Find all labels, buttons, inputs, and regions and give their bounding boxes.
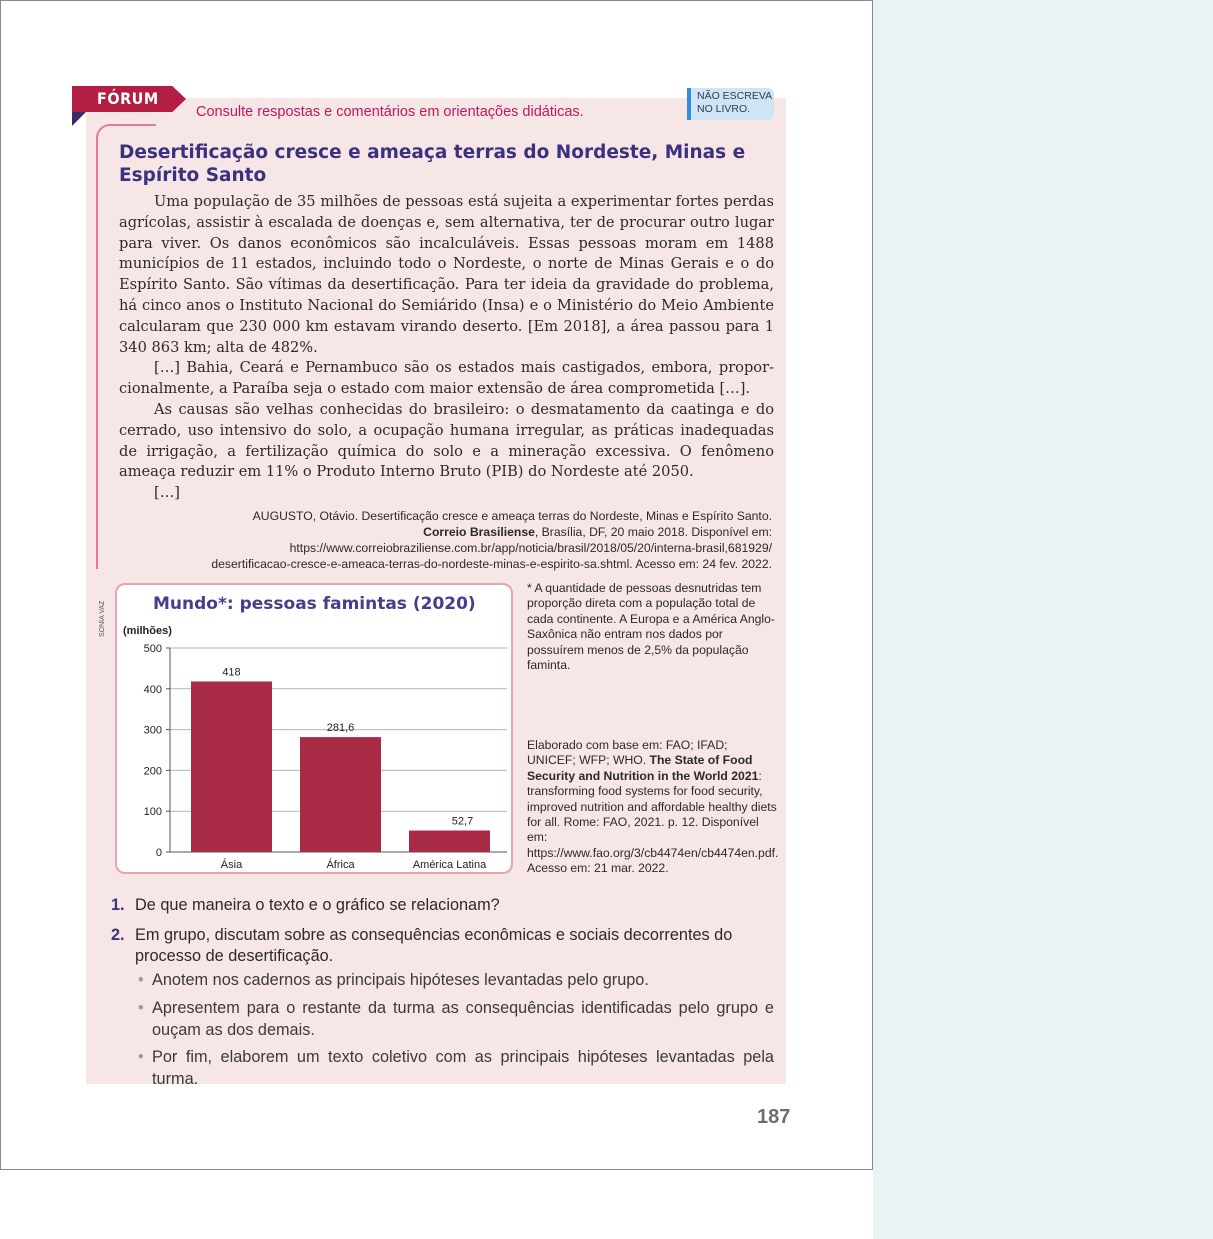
forum-label: FÓRUM [97, 89, 159, 108]
data-label: 52,7 [451, 815, 474, 828]
page-number: 187 [757, 1106, 791, 1128]
nao-escreva-line2: NO LIVRO. [697, 103, 751, 115]
bullet-item [138, 1047, 774, 1090]
y-tick-label: 300 [143, 724, 162, 737]
bar-ásia [191, 681, 272, 852]
x-tick-label: Ásia [220, 859, 243, 871]
bar-américa-latina [409, 830, 490, 852]
page-bottom-strip [0, 1170, 873, 1239]
bullet-icon: • [138, 971, 144, 989]
citation-line: AUGUSTO, Otávio. Desertificação cresce e ameaça terras do Nordeste, Minas e Espírito Santo. [252, 509, 772, 523]
bars [191, 681, 490, 852]
chart-footnote: * A quantidade de pessoas desnutridas tem proporção direta com a população total de cada continente. A Europa e a América Anglo-Saxônica não entram nos dados por possuírem menos de 2,5% da população faminta. [527, 581, 775, 673]
nao-escreva-line1: NÃO ESCREVA [697, 90, 773, 102]
question-number: 1. [111, 896, 125, 914]
citation-line [150, 524, 772, 540]
source-title: The State of Food Security and Nutrition in the World 2021 [527, 753, 759, 783]
x-ticks [221, 858, 487, 871]
citation-line-rest: , Brasília, DF, 20 maio 2018. Disponível em: [534, 525, 772, 539]
bullet-text: Por fim, elaborem um texto coletivo com as principais hipóteses levantadas pela turma. [152, 1048, 774, 1088]
bullet-item [138, 970, 774, 992]
bar-áfrica [300, 737, 381, 852]
y-tick-label: 0 [155, 847, 162, 859]
citation-url-line: https://www.correiobraziliense.com.br/app/noticia/brasil/2018/05/20/interna-brasil,681929/ [289, 541, 772, 555]
data-label: 418 [222, 666, 241, 679]
bullet-icon: • [138, 1048, 144, 1066]
bullet-item [138, 998, 774, 1041]
forum-tag-fold [72, 112, 86, 126]
article-paragraph: As causas são velhas conhecidas do brasileiro: o desmatamento da caatinga e do cerrado, uso intensivo do solo, a ocupação humana irregular, as práticas inadequadas de irrigação, a fertilização química do solo e a mineração excessiva. O fenômeno ameaça reduzir em 11% o Produto Interno Bruto (PIB) do Nordeste até 2050. [119, 400, 774, 481]
citation-journal: Correio Brasiliense [423, 525, 535, 539]
y-tick-label: 100 [143, 806, 162, 819]
y-axis-label: (milhões) [123, 625, 172, 637]
bullet-icon: • [138, 999, 144, 1017]
side-margin [873, 0, 1213, 1239]
data-label: 281,6 [326, 722, 355, 735]
source-rest: : transforming food systems for food security, improved nutrition and affordable healthy diets for all. Rome: FAO, 2021. p. 12. Disponível em: https://www.fao.org/3/cb4474en/cb4474en.pdf. Acesso em: 21 mar. 2022. [527, 768, 779, 876]
bullet-text: Apresentem para o restante da turma as consequências identificadas pelo grupo e ouçam as dos demais. [152, 999, 774, 1039]
article-citation [150, 508, 772, 572]
bar-chart [117, 585, 513, 874]
chart-source [527, 738, 777, 877]
bullet-text: Anotem nos cadernos as principais hipóteses levantadas pelo grupo. [152, 971, 649, 989]
citation-url-line: desertificacao-cresce-e-ameaca-terras-do-nordeste-minas-e-espirito-sa.shtml. Acesso em: 24 fev. 2022. [211, 557, 772, 571]
consult-note: Consulte respostas e comentários em orientações didáticas. [196, 104, 584, 120]
x-tick-label: América Latina [412, 859, 487, 871]
chart-title: Mundo*: pessoas famintas (2020) [153, 594, 476, 614]
article-paragraph: Uma população de 35 milhões de pessoas está sujeita a experimentar fortes perdas agrícolas, assistir à escalada de doenças e, sem alternativa, ter de procurar outro lugar para viver. Os danos econômicos são incalculáveis. Essas pessoas moram em 1488 municípios de 11 estados, incluindo todo o Nordeste, o norte de Minas Gerais e o do Espírito Santo. São vítimas da desertificação. Para ter ideia da gravidade do problema, há cinco anos o Instituto Nacional do Semiárido (Insa) e o Ministério do Meio Ambiente calcularam que 230 000 km estavam virando deserto. [Em 2018], a área passou para 1 340 863 km; alta de 482%. [119, 193, 774, 356]
nao-escreva-badge [687, 88, 774, 120]
article-paragraph: […] [154, 484, 180, 502]
article-paragraph: […] Bahia, Ceará e Pernambuco são os estados mais castigados, embora, proporcionalmente, a Paraíba seja o estado com maior extensão de área comprometida […]. [119, 359, 774, 398]
y-tick-label: 200 [143, 765, 162, 778]
chart-box [115, 583, 513, 874]
question-number: 2. [111, 926, 125, 944]
y-tick-label: 400 [143, 683, 162, 696]
source-prefix: Elaborado com base em: FAO; IFAD; UNICEF; WFP; WHO. [527, 738, 728, 768]
question-text: Em grupo, discutam sobre as consequências econômicas e sociais decorrentes do processo de desertificação. [135, 926, 733, 965]
y-tick-label: 500 [143, 643, 162, 655]
article-body [119, 192, 774, 504]
chart-credit: SONIA VAZ [99, 600, 106, 637]
x-tick-label: África [326, 859, 355, 871]
question-text: De que maneira o texto e o gráfico se relacionam? [135, 896, 500, 914]
article-title: Desertificação cresce e ameaça terras do Nordeste, Minas e Espírito Santo [119, 142, 746, 186]
